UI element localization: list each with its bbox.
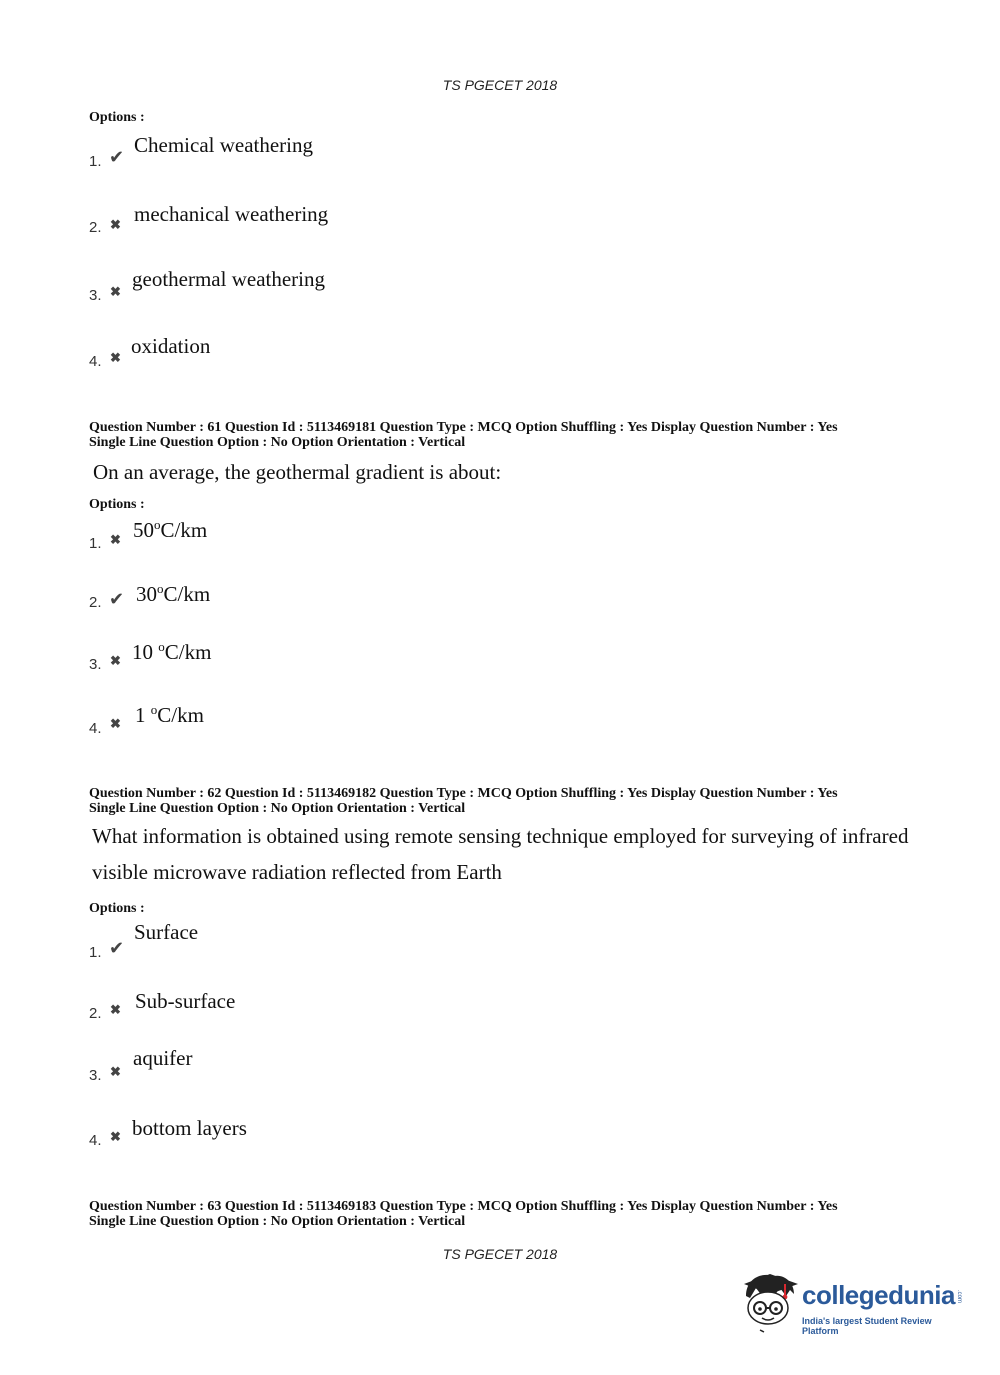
option-text: 50$^o$C/km (133, 517, 208, 542)
option-number: 1. (89, 153, 102, 170)
option-text: bottom layers (132, 1116, 247, 1140)
options-label: Options : (89, 110, 145, 125)
option-number: 3. (89, 287, 102, 304)
option-text: mechanical weathering (134, 202, 329, 226)
option-number: 3. (89, 656, 102, 673)
question-meta-line: Single Line Question Option : No Option Orientation : Vertical (89, 1214, 466, 1229)
question-stem: On an average, the geothermal gradient is about: (93, 460, 502, 484)
option-text: 1 $^o$C/km (135, 702, 204, 727)
options-label: Options : (89, 901, 145, 916)
logo-tagline: India's largest Student Review Platform (802, 1316, 932, 1336)
question-meta-line: Question Number : 62 Question Id : 5113469182 Question Type : MCQ Option Shuffling : Yes Display Question Number : Yes (89, 786, 838, 801)
option-number: 2. (89, 219, 102, 236)
question-meta-line: Single Line Question Option : No Option Orientation : Vertical (89, 435, 466, 450)
question-meta-line: Question Number : 61 Question Id : 5113469181 Question Type : MCQ Option Shuffling : Yes Display Question Number : Yes (89, 420, 838, 435)
running-header: TS PGECET 2018 (442, 77, 558, 93)
cross-icon: ✖ (110, 1129, 121, 1144)
option-number: 2. (89, 594, 102, 611)
logo-wordmark: collegedunia (802, 1280, 955, 1310)
option-text: aquifer (133, 1046, 193, 1070)
option-number: 4. (89, 720, 102, 737)
question-meta-line: Single Line Question Option : No Option Orientation : Vertical (89, 801, 466, 816)
cross-icon: ✖ (110, 284, 121, 299)
check-icon: ✔ (109, 147, 125, 167)
question-stem-line: What information is obtained using remote sensing technique employed for surveying of infrared (92, 824, 909, 848)
option-number: 4. (89, 1132, 102, 1149)
cross-icon: ✖ (110, 716, 121, 731)
question-meta-62 (89, 786, 838, 816)
check-icon: ✔ (109, 589, 125, 609)
option-text: 30$^o$C/km (136, 581, 211, 606)
option-number: 3. (89, 1067, 102, 1084)
option-number: 1. (89, 535, 102, 552)
option-number: 2. (89, 1005, 102, 1022)
option-text: geothermal weathering (132, 267, 325, 291)
running-footer: TS PGECET 2018 (442, 1246, 558, 1262)
option-number: 4. (89, 353, 102, 370)
cross-icon: ✖ (110, 350, 121, 365)
options-label: Options : (89, 497, 145, 512)
cross-icon: ✖ (110, 1002, 121, 1017)
cross-icon: ✖ (110, 653, 121, 668)
option-text: Surface (134, 920, 199, 944)
option-number: 1. (89, 944, 102, 961)
cross-icon: ✖ (110, 217, 121, 232)
option-text: 10 $^o$C/km (132, 639, 212, 664)
logo-dotcom: .com (956, 1290, 962, 1304)
cross-icon: ✖ (110, 1064, 121, 1079)
option-text: oxidation (131, 334, 211, 358)
collegedunia-logo (740, 1270, 970, 1340)
option-text: Sub-surface (135, 989, 236, 1013)
option-text: Chemical weathering (134, 133, 314, 157)
cross-icon: ✖ (110, 532, 121, 547)
check-icon: ✔ (109, 938, 125, 958)
question-stem-line: visible microwave radiation reflected from Earth (92, 860, 502, 884)
question-meta-line: Question Number : 63 Question Id : 5113469183 Question Type : MCQ Option Shuffling : Yes Display Question Number : Yes (89, 1199, 838, 1214)
question-meta-61 (89, 420, 838, 450)
question-meta-63 (89, 1199, 838, 1229)
mascot-icon (740, 1270, 802, 1338)
